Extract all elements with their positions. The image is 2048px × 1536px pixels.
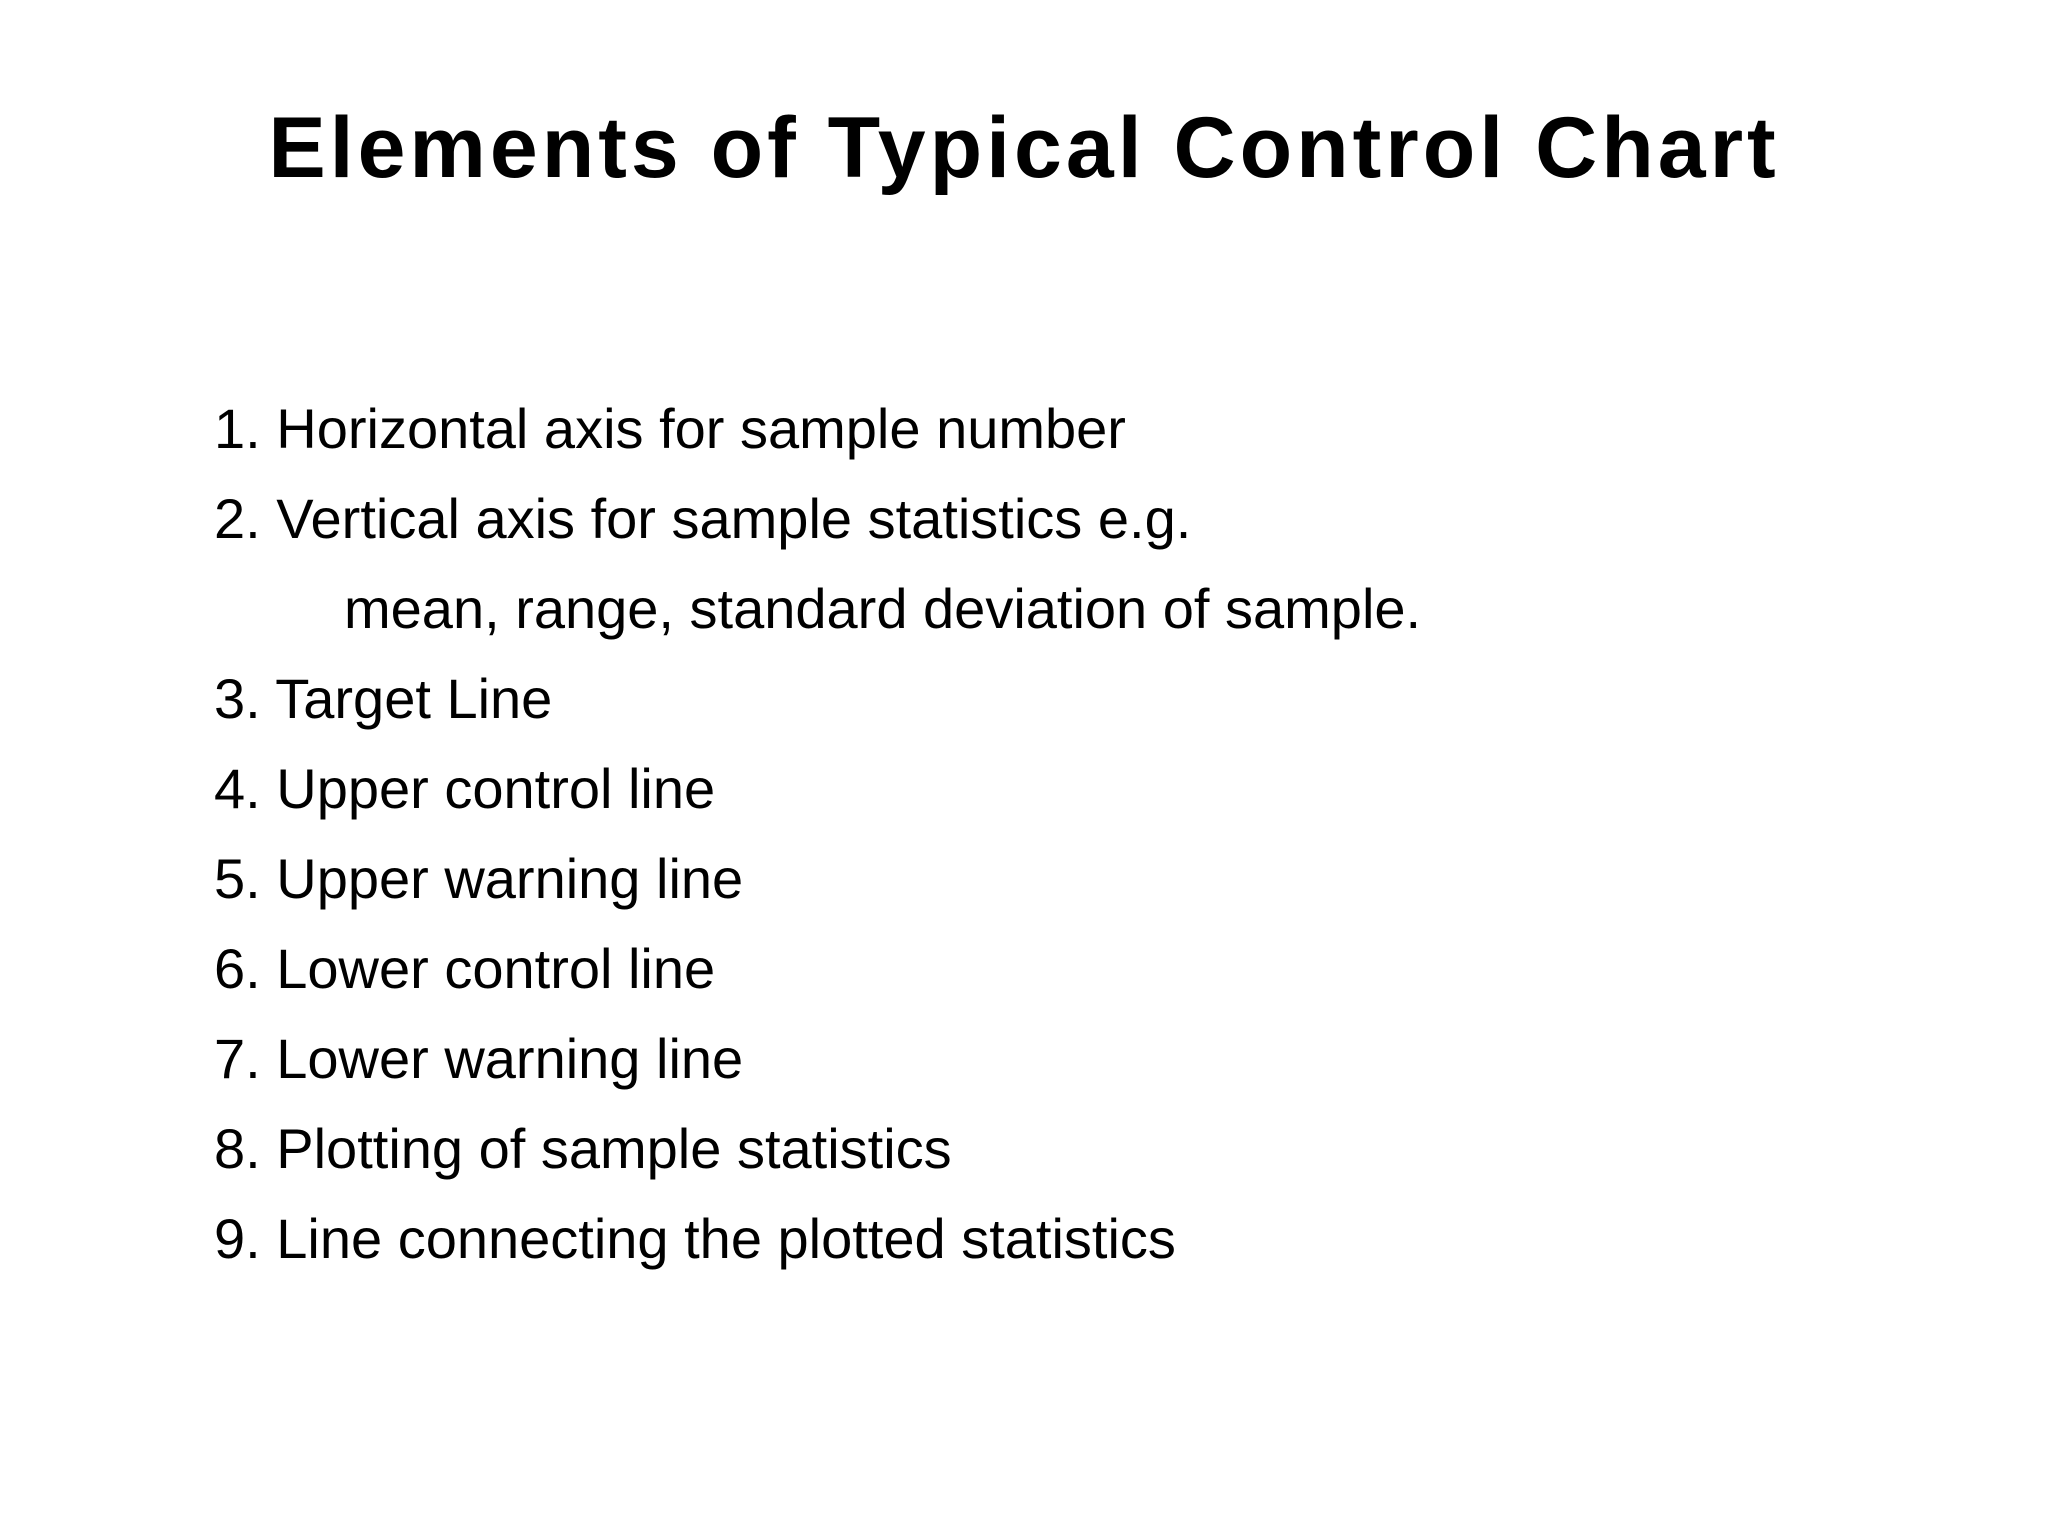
list-item-1: 1. Horizontal axis for sample number [214, 397, 1126, 460]
list-item-9: 9. Line connecting the plotted statistics [214, 1207, 1176, 1270]
list-item-2: 2. Vertical axis for sample statistics e.g. [214, 487, 1192, 550]
list-item-4: 4. Upper control line [214, 757, 716, 820]
list-item-6: 6. Lower control line [214, 937, 716, 1000]
list-item-2-continuation: mean, range, standard deviation of sample. [344, 577, 1422, 640]
elements-list [214, 384, 1914, 1284]
slide-title: Elements of Typical Control Chart [268, 100, 1780, 196]
list-item-5: 5. Upper warning line [214, 847, 744, 910]
list-item-3: 3. Target Line [214, 667, 553, 730]
list-item-7: 7. Lower warning line [214, 1027, 744, 1090]
list-item-8: 8. Plotting of sample statistics [214, 1117, 952, 1180]
